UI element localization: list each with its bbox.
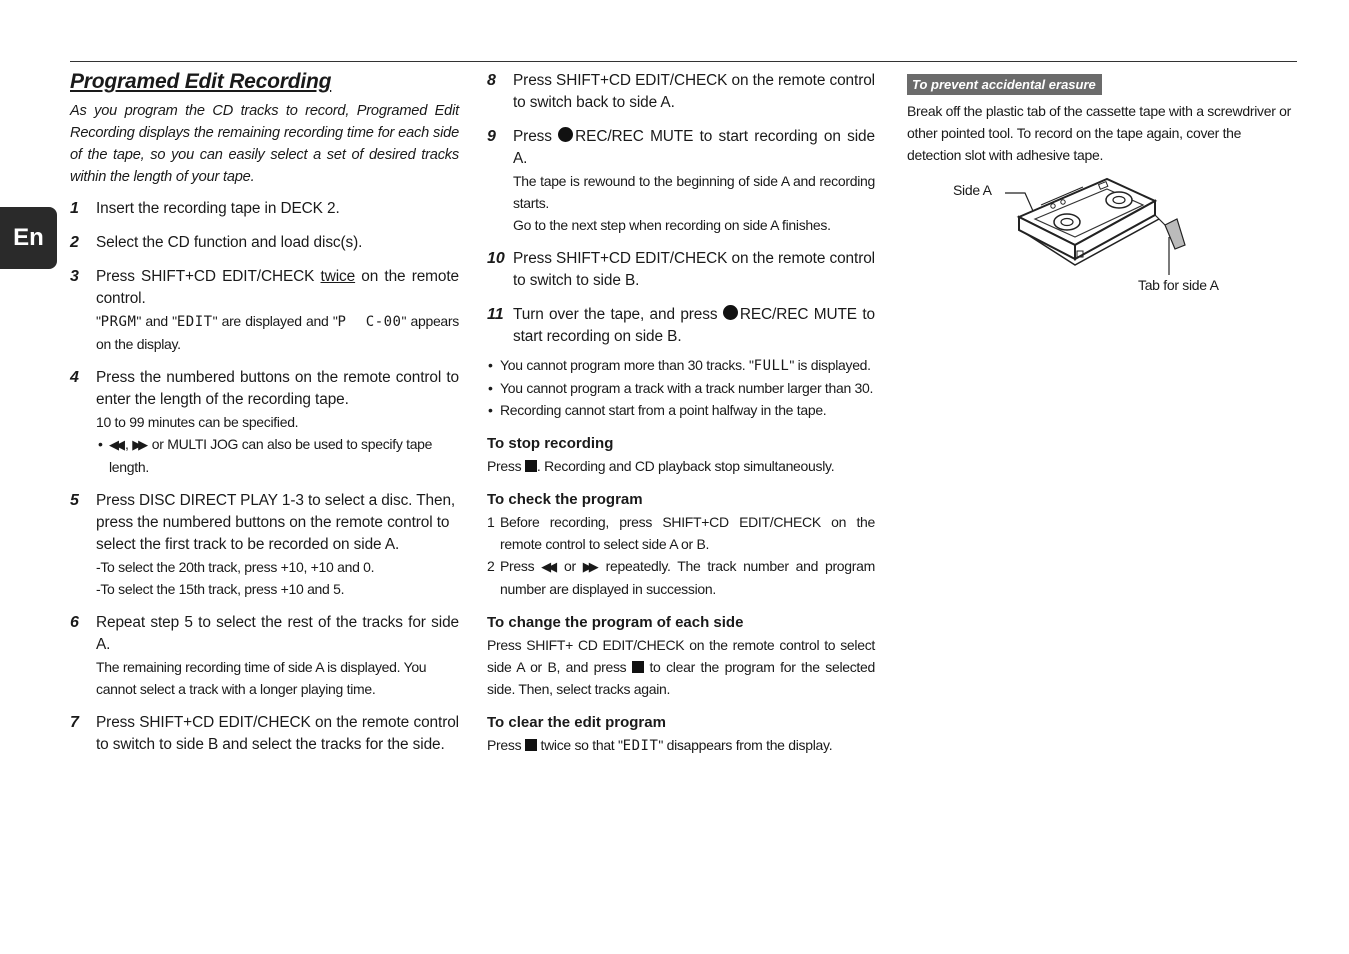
record-dot-icon	[723, 305, 738, 320]
step-7	[70, 712, 459, 756]
stop-square-icon	[525, 460, 537, 472]
item-number: 2	[487, 558, 495, 574]
label-side-a: Side A	[953, 182, 992, 198]
step-6	[70, 612, 459, 700]
sub-part: " appears on the display.	[96, 313, 459, 352]
step-text	[96, 266, 459, 310]
clear-text	[487, 734, 875, 757]
step-text: Select the CD function and load disc(s).	[96, 234, 363, 251]
step-text: Press DISC DIRECT PLAY 1-3 to select a disc. Then, press the numbered buttons on the remote control to select the first track to be recorded on side A.	[96, 492, 456, 553]
step-10	[487, 248, 875, 292]
change-heading: To change the program of each side	[487, 614, 744, 631]
item-text: Press	[500, 558, 542, 574]
step-3	[70, 266, 459, 355]
intro-paragraph: As you program the CD tracks to record, Programed Edit Recording displays the remaining recording time for each side of the tape, so you can easily select a set of desired tracks within the length of your tape.	[70, 103, 459, 185]
step-text	[513, 126, 875, 170]
stop-heading: To stop recording	[487, 435, 614, 452]
step-number: 5	[70, 492, 79, 509]
rewind-icon: ◀◀	[109, 437, 121, 452]
step-subtext	[96, 310, 459, 355]
step-text-underlined: twice	[320, 268, 356, 285]
text-part: . Recording and CD playback stop simultaneously.	[536, 458, 835, 474]
step-subtext: The remaining recording time of side A is displayed. You cannot select a track with a longer playing time.	[96, 659, 427, 697]
item-number: 1	[487, 514, 495, 530]
fast-forward-icon: ▶▶	[582, 559, 595, 574]
step-text-part: Turn over the tape, and press	[513, 306, 723, 323]
note-item: • You cannot program a track with a track number larger than 30.	[487, 377, 875, 399]
text-part: Press	[487, 737, 525, 753]
record-dot-icon	[558, 127, 573, 142]
step-subtext: -To select the 20th track, press +10, +10 and 0.	[96, 559, 375, 575]
erasure-badge: To prevent accidental erasure	[907, 74, 1102, 95]
step-text: Repeat step 5 to select the rest of the tracks for side A.	[96, 614, 459, 653]
lcd-display-text: FULL	[753, 358, 790, 374]
lcd-display-text: EDIT	[622, 738, 659, 754]
stop-text	[487, 455, 875, 477]
step-subtext: 10 to 99 minutes can be specified.	[96, 414, 299, 430]
label-tab: Tab for side A	[1138, 277, 1219, 293]
sub-part: " and "	[136, 313, 177, 329]
language-tab: En	[0, 207, 57, 269]
note-item	[487, 354, 875, 377]
top-rule	[70, 61, 1297, 62]
fast-forward-icon: ▶▶	[132, 437, 145, 452]
step-text-part: REC/REC MUTE to start recording on side A.	[513, 128, 875, 167]
sub-part: ,	[125, 436, 129, 452]
step-text: Press SHIFT+CD EDIT/CHECK on the remote control to switch back to side A.	[513, 72, 875, 111]
step-text-part: REC/REC MUTE to start recording on side B.	[513, 306, 875, 345]
step-number: 10	[487, 250, 505, 267]
step-4	[70, 367, 459, 478]
step-text: Press SHIFT+CD EDIT/CHECK on the remote control to switch to side B.	[513, 250, 875, 289]
step-number: 8	[487, 72, 496, 89]
step-text	[513, 304, 875, 348]
step-text: Insert the recording tape in DECK 2.	[96, 200, 340, 217]
step-number: 4	[70, 369, 79, 386]
step-5	[70, 490, 459, 600]
text-part: Press	[487, 458, 525, 474]
clear-heading: To clear the edit program	[487, 714, 666, 731]
step-9	[487, 126, 875, 236]
note-item: • Recording cannot start from a point halfway in the tape.	[487, 399, 875, 421]
column-left	[70, 70, 459, 768]
step-subtext: Go to the next step when recording on side A finishes.	[513, 217, 831, 233]
notes-list	[487, 354, 875, 421]
step-number: 7	[70, 714, 79, 731]
stop-square-icon	[632, 661, 644, 673]
step-11	[487, 304, 875, 348]
sub-part: "	[96, 313, 101, 329]
sub-part: or MULTI JOG can also be used to specify tape length.	[109, 436, 433, 475]
column-middle	[487, 70, 875, 757]
step-number: 9	[487, 128, 496, 145]
step-number: 3	[70, 268, 79, 285]
erasure-text: Break off the plastic tab of the cassette tape with a screwdriver or other pointed tool. To record on the tape again, cover the detection slot with adhesive tape.	[907, 103, 1291, 163]
cassette-illustration	[907, 175, 1297, 305]
step-number: 1	[70, 200, 79, 217]
step-text-part: on the remote control.	[96, 268, 459, 307]
step-number: 2	[70, 234, 79, 251]
section-title: Programed Edit Recording	[70, 70, 332, 93]
item-text: Before recording, press SHIFT+CD EDIT/CHECK on the remote control to select side A or B.	[500, 514, 875, 552]
sub-part: " are displayed and "	[212, 313, 338, 329]
text-part: " disappears from the display.	[658, 737, 833, 753]
lcd-display-text: P C-00	[337, 314, 402, 330]
stop-square-icon	[525, 739, 537, 751]
step-subtext: The tape is rewound to the beginning of side A and recording starts.	[513, 173, 875, 211]
note-part: You cannot program more than 30 tracks. "	[500, 357, 754, 373]
step-text-part: Press SHIFT+CD EDIT/CHECK	[96, 268, 321, 285]
change-text	[487, 634, 875, 700]
step-subtext: -To select the 15th track, press +10 and 5.	[96, 581, 345, 597]
item-text: repeatedly. The track number and program number are displayed in succession.	[500, 558, 875, 597]
step-1	[70, 198, 459, 220]
step-text: Press SHIFT+CD EDIT/CHECK on the remote control to switch to side B and select the tracks for the side.	[96, 714, 459, 753]
step-number: 6	[70, 614, 79, 631]
column-right	[907, 70, 1297, 293]
step-bullet	[96, 433, 459, 478]
step-8	[487, 70, 875, 114]
text-part: twice so that "	[536, 737, 623, 753]
rewind-icon: ◀◀	[541, 559, 554, 574]
step-text: Press the numbered buttons on the remote control to enter the length of the recording tape.	[96, 369, 459, 408]
step-number: 11	[487, 306, 504, 323]
lcd-display-text: PRGM	[100, 314, 137, 330]
note-part: " is displayed.	[789, 357, 871, 373]
step-text-part: Press	[513, 128, 559, 145]
check-item-2	[487, 555, 875, 600]
step-2	[70, 232, 459, 254]
lcd-display-text: EDIT	[176, 314, 213, 330]
text-part: to clear the program for the selected side. Then, select tracks again.	[487, 659, 875, 697]
item-text: or	[557, 558, 583, 574]
text-part: Press SHIFT+ CD EDIT/CHECK on the remote control to select side A or B, and press	[487, 637, 875, 675]
check-heading: To check the program	[487, 491, 643, 508]
check-item-1	[487, 511, 875, 555]
